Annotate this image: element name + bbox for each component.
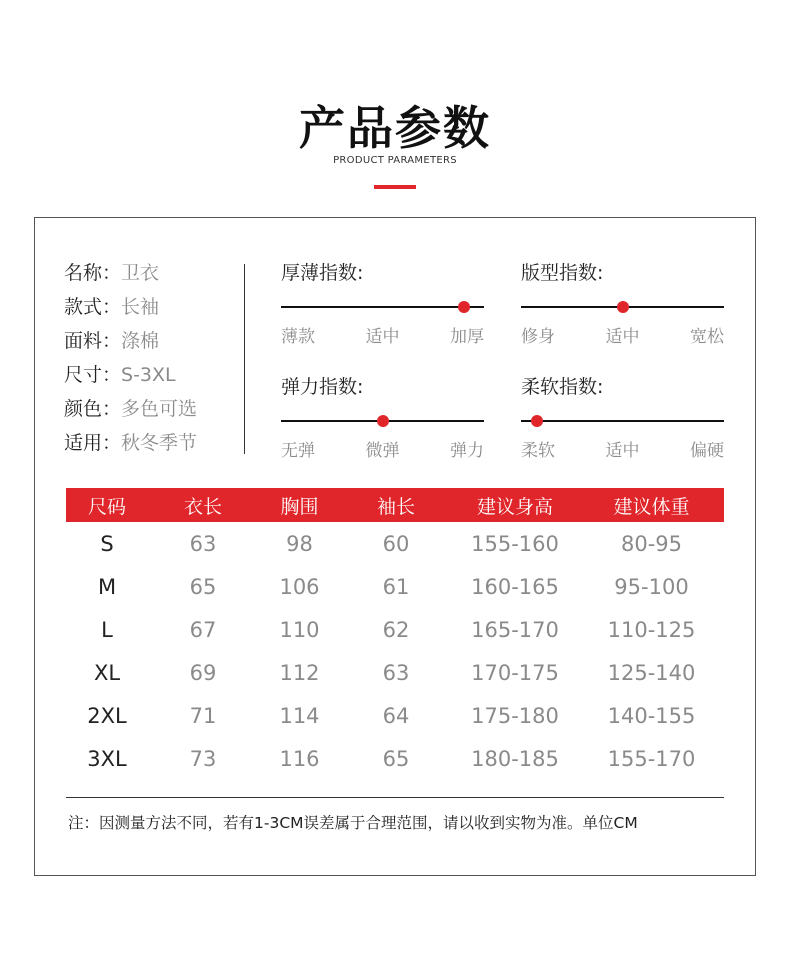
- table-cell: L: [101, 617, 113, 642]
- spec-value: 卫衣: [121, 262, 160, 284]
- table-cell: 65: [189, 574, 217, 599]
- table-cell: 60: [382, 531, 410, 556]
- index-ticks: [521, 436, 724, 460]
- size-table-body: [66, 522, 724, 780]
- column-header: 建议身高: [451, 488, 579, 522]
- table-cell: 61: [382, 574, 410, 599]
- table-cell: 69: [189, 660, 217, 685]
- table-row: [66, 651, 724, 694]
- spec-value: S-3XL: [121, 364, 176, 386]
- table-row: [66, 565, 724, 608]
- page-subtitle: PRODUCT PARAMETERS: [333, 155, 457, 166]
- table-row: [66, 522, 724, 565]
- elasticity-index: [281, 374, 484, 461]
- column-header: 建议体重: [579, 488, 724, 522]
- size-table: [66, 488, 724, 780]
- table-cell: 63: [189, 531, 217, 556]
- table-cell: 71: [189, 703, 217, 728]
- index-track: [521, 420, 724, 422]
- table-cell: 114: [279, 703, 320, 728]
- table-cell: 125-140: [607, 660, 696, 685]
- column-header: 袖长: [341, 488, 451, 522]
- table-cell: 112: [279, 660, 320, 685]
- tick-label: 微弹: [365, 441, 400, 461]
- table-cell: 67: [189, 617, 217, 642]
- table-cell: 2XL: [87, 703, 127, 728]
- index-ticks: [281, 436, 484, 460]
- table-cell: 110-125: [607, 617, 696, 642]
- table-row: [66, 608, 724, 651]
- spec-row-fabric: [64, 328, 244, 362]
- table-row: [66, 737, 724, 780]
- table-cell: 63: [382, 660, 410, 685]
- tick-label: 适中: [365, 327, 400, 347]
- table-cell: 140-155: [607, 703, 696, 728]
- tick-label: 弹力: [450, 441, 484, 461]
- table-cell: S: [100, 531, 114, 556]
- table-cell: 165-170: [471, 617, 559, 642]
- tick-label: 适中: [605, 327, 640, 347]
- table-cell: 62: [382, 617, 410, 642]
- tick-label: 柔软: [521, 441, 555, 461]
- table-cell: M: [97, 574, 117, 599]
- softness-index: [521, 374, 724, 461]
- spec-list: [64, 260, 244, 464]
- page-title: 产品参数: [299, 101, 491, 155]
- column-header: 胸围: [258, 488, 341, 522]
- spec-value: 涤棉: [121, 330, 160, 352]
- spec-label: 面料：: [64, 330, 122, 352]
- spec-label: 款式：: [64, 296, 122, 318]
- table-header-row: [66, 488, 724, 522]
- table-row: [66, 694, 724, 737]
- index-title: 弹力指数:: [281, 376, 364, 398]
- table-cell: 116: [279, 746, 320, 771]
- table-cell: 175-180: [471, 703, 559, 728]
- tick-label: 加厚: [450, 327, 484, 347]
- tick-label: 薄款: [281, 327, 315, 347]
- index-ticks: [521, 322, 724, 346]
- tick-label: 无弹: [281, 441, 315, 461]
- spec-row-size: [64, 362, 244, 396]
- spec-row-name: [64, 260, 244, 294]
- table-cell: 65: [382, 746, 410, 771]
- index-marker: [377, 415, 389, 427]
- table-cell: 95-100: [614, 574, 689, 599]
- column-header: 尺码: [66, 488, 148, 522]
- thickness-index: [281, 260, 484, 347]
- table-cell: 73: [189, 746, 217, 771]
- table-cell: 155-160: [471, 531, 559, 556]
- spec-value: 秋冬季节: [121, 432, 198, 454]
- column-header: 衣长: [148, 488, 258, 522]
- index-track: [281, 306, 484, 308]
- fit-index: [521, 260, 724, 347]
- index-marker: [617, 301, 629, 313]
- table-cell: 3XL: [87, 746, 127, 771]
- table-cell: 155-170: [607, 746, 696, 771]
- tick-label: 修身: [521, 327, 555, 347]
- table-cell: 180-185: [471, 746, 559, 771]
- table-cell: 64: [382, 703, 410, 728]
- spec-label: 名称：: [64, 262, 122, 284]
- spec-row-style: [64, 294, 244, 328]
- index-marker: [458, 301, 470, 313]
- size-table-header: [66, 488, 724, 522]
- table-cell: 98: [286, 531, 313, 556]
- measurement-note: 注：因测量方法不同，若有1-3CM误差属于合理范围，请以收到实物为准。单位CM: [68, 814, 638, 832]
- table-cell: 80-95: [620, 531, 683, 556]
- table-cell: 170-175: [471, 660, 559, 685]
- tick-label: 适中: [605, 441, 640, 461]
- index-title: 厚薄指数:: [281, 262, 364, 284]
- index-ticks: [281, 322, 484, 346]
- spec-row-color: [64, 396, 244, 430]
- spec-divider: [244, 264, 245, 454]
- index-title: 版型指数:: [521, 262, 604, 284]
- spec-value: 长袖: [121, 296, 160, 318]
- spec-row-season: [64, 430, 244, 464]
- table-cell: 110: [279, 617, 320, 642]
- spec-label: 颜色：: [64, 398, 122, 420]
- accent-bar: [374, 185, 416, 189]
- spec-label: 尺寸：: [64, 364, 122, 386]
- table-cell: 160-165: [471, 574, 559, 599]
- note-divider: [66, 797, 724, 798]
- index-title: 柔软指数:: [521, 376, 604, 398]
- tick-label: 偏硬: [690, 441, 724, 461]
- spec-value: 多色可选: [121, 398, 198, 420]
- table-cell: 106: [279, 574, 320, 599]
- table-cell: XL: [93, 660, 121, 685]
- spec-label: 适用：: [64, 432, 122, 454]
- tick-label: 宽松: [690, 327, 724, 347]
